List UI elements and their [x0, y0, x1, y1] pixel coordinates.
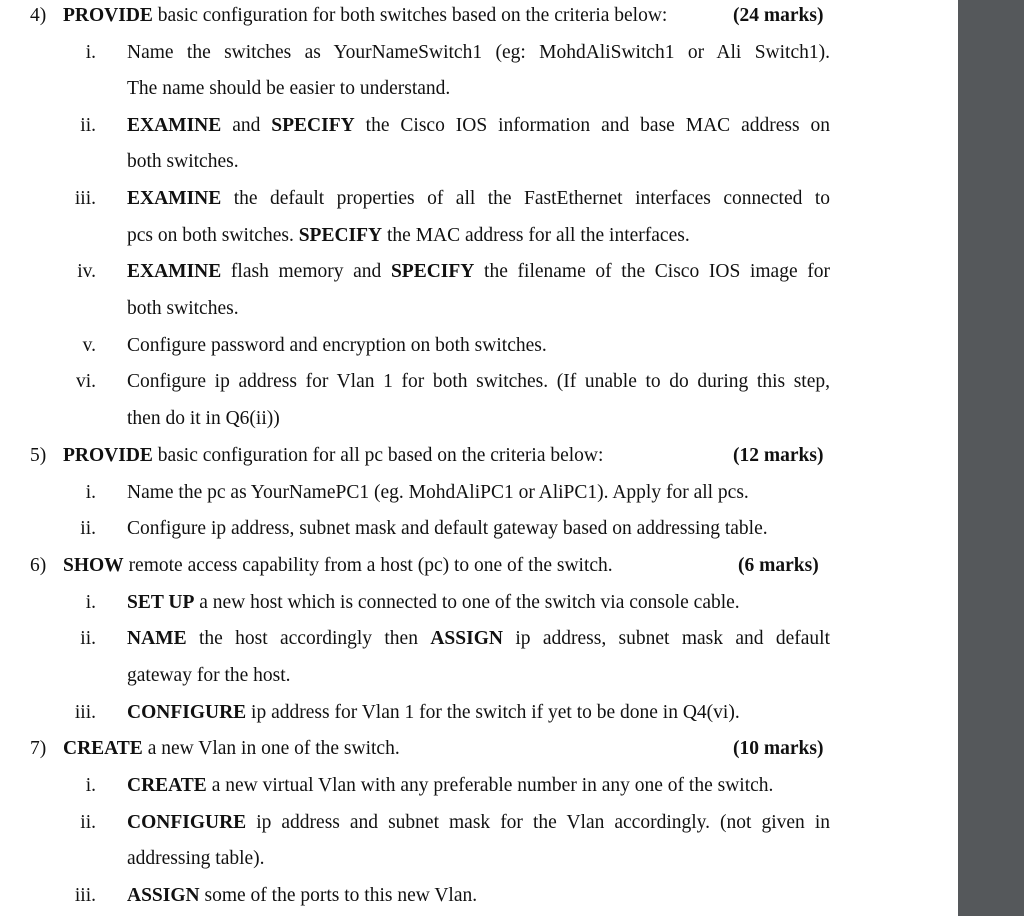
item-text: EXAMINE and SPECIFY the Cisco IOS information and base MAC address on: [127, 115, 831, 136]
item-roman-numeral: iii.: [74, 885, 96, 906]
question-text: PROVIDE basic configuration for both switches based on the criteria below:: [63, 5, 668, 26]
item-roman-numeral: v.: [82, 335, 96, 356]
question-marks: (10 marks): [733, 738, 824, 759]
item-roman-numeral: iii.: [74, 702, 96, 723]
item-text-continued: both switches.: [127, 151, 239, 172]
item-text: CREATE a new virtual Vlan with any preferable number in any one of the switch.: [127, 775, 774, 796]
item-roman-numeral: ii.: [80, 628, 96, 649]
question-marks: (24 marks): [733, 5, 824, 26]
item-roman-numeral: ii.: [80, 518, 96, 539]
question-text: CREATE a new Vlan in one of the switch.: [63, 738, 400, 759]
item-roman-numeral: ii.: [80, 115, 96, 136]
viewer-side-panel: [958, 0, 1024, 916]
item-roman-numeral: iii.: [74, 188, 96, 209]
item-text: Configure ip address, subnet mask and default gateway based on addressing table.: [127, 518, 768, 539]
item-text-continued: The name should be easier to understand.: [127, 78, 451, 99]
item-text-continued: gateway for the host.: [127, 665, 291, 686]
question-number: 6): [30, 555, 47, 576]
item-text: NAME the host accordingly then ASSIGN ip address, subnet mask and default: [127, 628, 830, 649]
item-text: CONFIGURE ip address and subnet mask for the Vlan accordingly. (not given in: [127, 812, 830, 833]
item-text-continued: then do it in Q6(ii)): [127, 408, 280, 429]
question-number: 4): [30, 5, 47, 26]
question-text: SHOW remote access capability from a host (pc) to one of the switch.: [63, 555, 613, 576]
item-roman-numeral: iv.: [77, 261, 96, 282]
question-number: 5): [30, 445, 47, 466]
question-number: 7): [30, 738, 47, 759]
item-roman-numeral: ii.: [80, 812, 96, 833]
question-text: PROVIDE basic configuration for all pc based on the criteria below:: [63, 445, 604, 466]
item-roman-numeral: i.: [85, 482, 96, 503]
item-roman-numeral: i.: [85, 42, 96, 63]
item-text: CONFIGURE ip address for Vlan 1 for the switch if yet to be done in Q4(vi).: [127, 702, 740, 723]
item-roman-numeral: i.: [85, 775, 96, 796]
item-text: EXAMINE flash memory and SPECIFY the filename of the Cisco IOS image for: [127, 261, 830, 282]
item-text: Name the pc as YourNamePC1 (eg. MohdAliPC1 or AliPC1). Apply for all pcs.: [127, 482, 749, 503]
item-text: ASSIGN some of the ports to this new Vlan.: [127, 885, 478, 906]
item-text: Name the switches as YourNameSwitch1 (eg: MohdAliSwitch1 or Ali Switch1).: [127, 42, 830, 63]
item-text: Configure ip address for Vlan 1 for both switches. (If unable to do during this step,: [127, 371, 830, 392]
item-roman-numeral: i.: [85, 592, 96, 613]
item-text: SET UP a new host which is connected to one of the switch via console cable.: [127, 592, 740, 613]
item-text: EXAMINE the default properties of all the FastEthernet interfaces connected to: [127, 188, 830, 209]
item-roman-numeral: vi.: [75, 371, 96, 392]
item-text: Configure password and encryption on both switches.: [127, 335, 547, 356]
item-text-continued: both switches.: [127, 298, 239, 319]
item-text-continued: addressing table).: [127, 848, 265, 869]
item-text-continued: pcs on both switches. SPECIFY the MAC address for all the interfaces.: [127, 225, 690, 246]
question-marks: (12 marks): [733, 445, 824, 466]
question-marks: (6 marks): [738, 555, 819, 576]
